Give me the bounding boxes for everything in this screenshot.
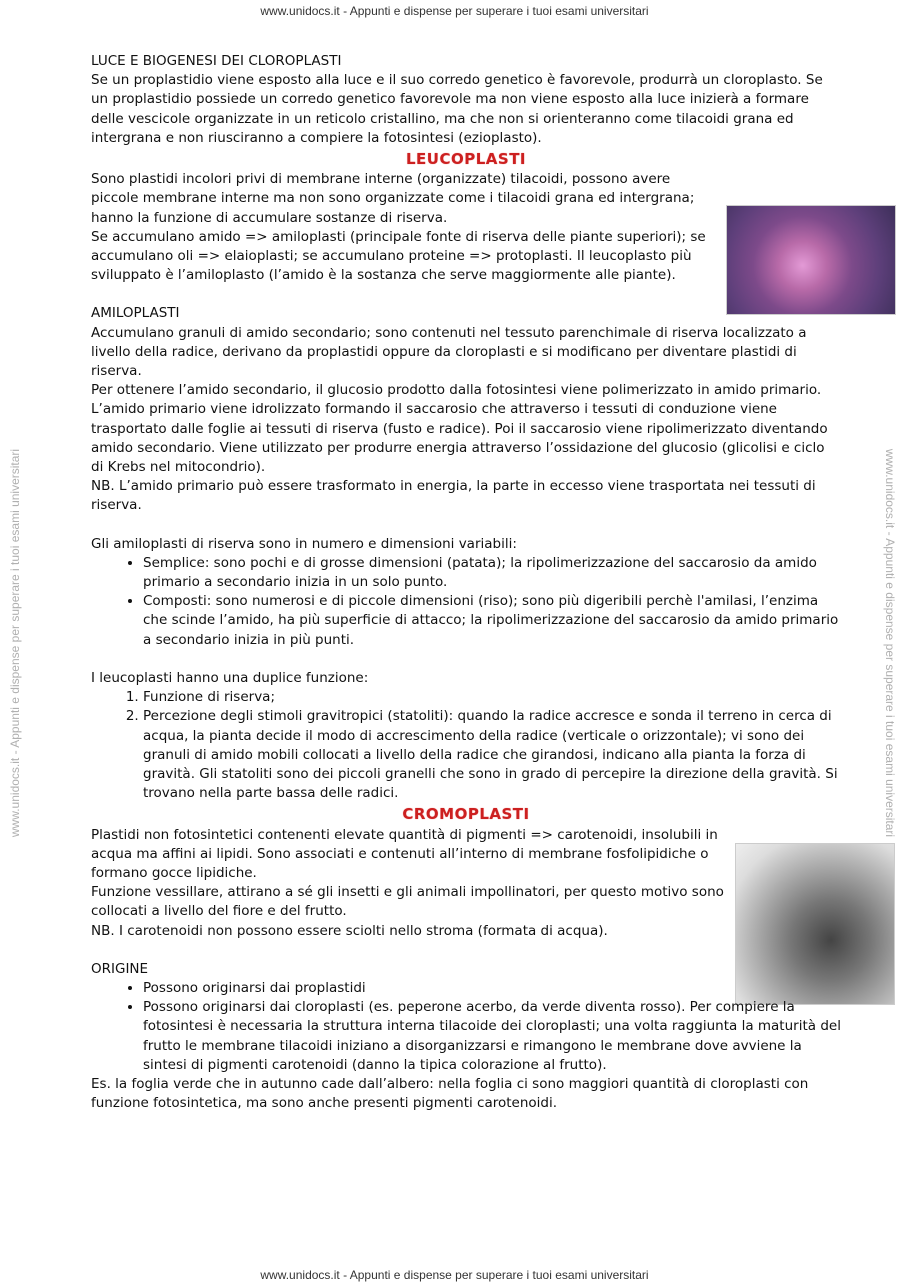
amilo-numbered-list <box>91 688 841 803</box>
origine-bullet-list <box>91 979 841 1075</box>
list-item: • Possono originarsi dai cloroplasti (es. peperone acerbo, da verde diventa rosso). Per compiere la fotosintesi è necessaria la struttura interna tilacoide dei cloroplasti; una volta raggiunta la maturità del frutto le membrane tilacoidi iniziano a disorganizzarsi e rimangono le membrane dove avviene la sintesi di pigmenti carotenoidi (danno la tipica colorazione al frutto). <box>143 998 841 1075</box>
amilo-bullet-list <box>91 554 841 650</box>
cromo-paragraph-2: Funzione vessillare, attirano a sé gli insetti e gli animali impollinatori, per questo motivo sono collocati a livello del fiore e del frutto. <box>91 884 724 920</box>
cromo-paragraph-1: Plastidi non fotosintetici contenenti elevate quantità di pigmenti => carotenoidi, insolubili in acqua ma affini ai lipidi. Sono associati e contenuti all’interno di membrane fosfolipidiche o formano gocce lipidiche. <box>91 826 718 881</box>
amilo-paragraph-5: I leucoplasti hanno una duplice funzione: <box>91 669 369 686</box>
list-item: • Composti: sono numerosi e di piccole dimensioni (riso); sono più digeribili perchè l'amilasi, l’enzima che scinde l’amido, ha più superficie di attacco; la ripolimerizzazione del saccarosio da amido primario a secondario inizia in più punti. <box>143 592 841 650</box>
list-item: 2. Percezione degli stimoli gravitropici (statoliti): quando la radice accresce e sonda il terreno in cerca di acqua, la pianta decide il modo di accrescimento della radice (verticale o orizzontale); vi sono dei granuli di amido mobili collocati a livello della radice che girandosi, indicano alla pianta la forza di gravità. Gli statoliti sono dei piccoli granelli che sono in grado di percepire la direzione della gravità. Si trovano nella parte bassa delle radici. <box>143 707 841 803</box>
list-item: • Semplice: sono pochi e di grosse dimensioni (patata); la ripolimerizzazione del saccarosio da amido primario a secondario inizia in un solo punto. <box>143 554 841 592</box>
section-title-luce: LUCE E BIOGENESI DEI CLOROPLASTI <box>91 53 342 69</box>
section-title-amiloplasti: AMILOPLASTI <box>91 305 180 322</box>
side-watermark-right: www.unidocs.it - Appunti e dispense per superare i tuoi esami universitari <box>883 448 897 838</box>
document-body <box>91 52 841 1113</box>
list-item: • Possono originarsi dai proplastidi <box>143 979 841 998</box>
page-header: www.unidocs.it - Appunti e dispense per superare i tuoi esami universitari <box>260 4 649 18</box>
amilo-paragraph-4: Gli amiloplasti di riserva sono in numero e dimensioni variabili: <box>91 535 517 552</box>
leuco-paragraph-1: Sono plastidi incolori privi di membrane interne (organizzate) tilacoidi, possono avere piccole membrane interne ma non sono organizzate come i tilacoidi grana ed intergrana; hanno la funzione di accumulare sostanze di riserva. <box>91 171 695 226</box>
section-title-origine: ORIGINE <box>91 960 149 977</box>
list-item: 1. Funzione di riserva; <box>143 688 841 707</box>
origine-paragraph: Es. la foglia verde che in autunno cade dall’albero: nella foglia ci sono maggiori quantità di cloroplasti con funzione fotosintetica, ma sono anche presenti pigmenti carotenoidi. <box>91 1075 809 1112</box>
page-footer: www.unidocs.it - Appunti e dispense per superare i tuoi esami universitari <box>260 1268 649 1282</box>
amilo-paragraph-2: Per ottenere l’amido secondario, il glucosio prodotto dalla fotosintesi viene polimerizzato in amido primario. L’amido primario viene idrolizzato formando il saccarosio che attraverso i tessuti di conduzione viene trasportato dalle foglie ai tessuti di riserva (fusto e radice). Poi il saccarosio viene ripolimerizzato diventando amido secondario. Viene utilizzato per produrre energia attraverso l’ossidazione del glucosio (glicolisi e ciclo di Krebs nel mitocondrio). <box>91 382 828 476</box>
side-watermark-left: www.unidocs.it - Appunti e dispense per superare i tuoi esami universitari <box>8 448 22 838</box>
section-title-cromoplasti: CROMOPLASTI <box>402 805 530 824</box>
section-title-leucoplasti: LEUCOPLASTI <box>405 150 527 169</box>
leuco-paragraph-2: Se accumulano amido => amiloplasti (principale fonte di riserva delle piante superiori); se accumulano oli => elaioplasti; se accumulano proteine => protoplasti. Il leucoplasto più sviluppato è l’amiloplasto (l’amido è la sostanza che serve maggiormente alle piante). <box>91 228 706 284</box>
cromo-paragraph-3: NB. I carotenoidi non possono essere sciolti nello stroma (formata di acqua). <box>91 922 608 939</box>
amilo-paragraph-1: Accumulano granuli di amido secondario; sono contenuti nel tessuto parenchimale di riserva localizzato a livello della radice, derivano da proplastidi oppure da cloroplasti e si modificano per diventare plastidi di riserva. <box>91 324 807 380</box>
amilo-paragraph-3: NB. L’amido primario può essere trasformato in energia, la parte in eccesso viene trasportata nei tessuti di riserva. <box>91 478 816 514</box>
luce-paragraph: Se un proplastidio viene esposto alla luce e il suo corredo genetico è favorevole, produrrà un cloroplasto. Se un proplastidio possiede un corredo genetico favorevole ma non viene esposto alla luce inizierà a formare delle vescicole organizzate in un reticolo cristallino, ma che non si orienteranno come tilacoidi grana ed intergrana e non riusciranno a compiere la fotosintesi (ezioplasto). <box>91 72 823 146</box>
